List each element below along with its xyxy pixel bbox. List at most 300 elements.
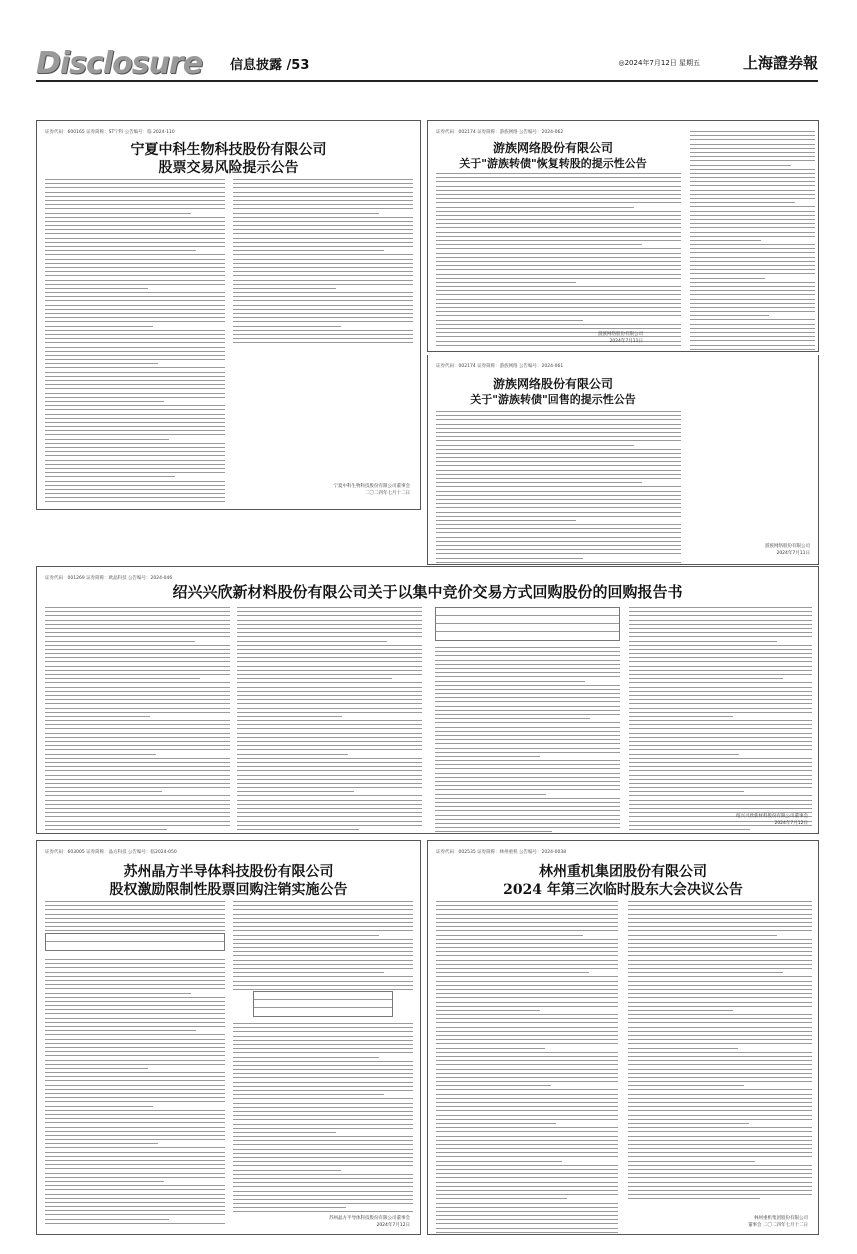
text-line — [45, 280, 225, 281]
text-line — [436, 240, 681, 241]
text-line — [45, 497, 225, 498]
text-line — [435, 806, 620, 807]
body-column-right — [690, 131, 815, 352]
text-line — [233, 1048, 413, 1049]
text-line — [45, 233, 225, 234]
text-line — [233, 939, 413, 940]
text-line — [45, 670, 230, 671]
text-line — [45, 342, 225, 343]
text-line — [435, 714, 620, 715]
text-line — [436, 345, 681, 346]
text-line — [233, 300, 413, 301]
text-line — [436, 1094, 618, 1095]
text-line — [628, 1152, 812, 1153]
text-line — [690, 248, 815, 249]
text-line — [436, 286, 681, 287]
text-line — [45, 997, 225, 998]
text-line — [629, 804, 812, 805]
text-line — [45, 380, 225, 381]
text-line — [45, 825, 230, 826]
body-column-3 — [435, 647, 620, 834]
text-line — [690, 215, 815, 216]
text-line — [233, 1052, 413, 1053]
text-line — [45, 1022, 225, 1023]
text-line — [45, 1177, 225, 1178]
text-line — [436, 177, 681, 178]
text-line — [45, 1194, 225, 1195]
text-line — [436, 419, 681, 420]
text-line — [436, 261, 681, 262]
text-line — [45, 795, 230, 796]
text-line — [436, 1052, 618, 1053]
text-line — [436, 976, 618, 977]
text-line — [45, 355, 225, 356]
text-line — [45, 1047, 225, 1048]
text-line — [690, 273, 815, 274]
text-line — [435, 789, 620, 790]
text-line — [436, 1194, 618, 1195]
text-line — [629, 787, 812, 788]
text-line — [436, 1110, 618, 1111]
text-line — [233, 955, 413, 956]
text-line — [436, 1102, 618, 1103]
text-line — [628, 1039, 812, 1040]
text-line — [45, 1122, 225, 1123]
text-line — [45, 812, 230, 813]
text-line — [45, 204, 225, 205]
text-line — [45, 271, 225, 272]
text-line — [436, 424, 681, 425]
text-line — [45, 309, 225, 310]
text-line — [436, 1081, 618, 1082]
text-line — [629, 833, 812, 834]
text-line — [436, 202, 681, 203]
text-line — [628, 918, 812, 919]
text-line — [436, 428, 681, 429]
text-line — [45, 909, 225, 910]
text-line — [436, 336, 681, 337]
text-line — [45, 430, 225, 431]
text-line — [233, 914, 413, 915]
text-line — [436, 918, 618, 919]
text-line — [233, 1044, 413, 1045]
text-line — [628, 1089, 812, 1090]
text-line — [629, 737, 812, 738]
text-line — [233, 313, 413, 314]
text-line — [233, 1199, 413, 1200]
text-line — [45, 464, 225, 465]
text-line — [45, 338, 225, 339]
text-line — [629, 754, 739, 755]
text-line — [690, 169, 815, 170]
text-line — [436, 981, 618, 982]
text-line — [237, 766, 422, 767]
text-line — [435, 823, 620, 824]
text-line — [628, 1081, 812, 1082]
signature-date: 2024年7月11日 — [776, 551, 810, 556]
text-line — [45, 737, 230, 738]
text-line — [690, 160, 815, 161]
text-line — [628, 1186, 812, 1187]
text-line — [628, 926, 812, 927]
text-line — [436, 478, 681, 479]
text-line — [233, 1178, 413, 1179]
text-line — [45, 628, 230, 629]
notice-code: 证券代码：002535 证券简称：林州重机 公告编号：2024-0038 — [436, 850, 567, 855]
text-line — [237, 758, 422, 759]
text-line — [45, 791, 162, 792]
text-line — [690, 240, 761, 241]
text-line — [690, 177, 815, 178]
text-line — [628, 1190, 812, 1191]
text-line — [436, 1069, 618, 1070]
text-line — [45, 620, 230, 621]
text-line — [233, 229, 413, 230]
text-line — [45, 1080, 225, 1081]
text-line — [45, 926, 225, 927]
text-line — [237, 703, 422, 704]
text-line — [45, 447, 225, 448]
text-line — [629, 724, 812, 725]
text-line — [45, 1085, 225, 1086]
text-line — [436, 248, 681, 249]
text-line — [436, 470, 681, 471]
text-line — [435, 735, 620, 736]
text-line — [436, 198, 681, 199]
text-line — [233, 280, 413, 281]
text-line — [233, 204, 413, 205]
notice-code: 证券代码：600165 证券简称：ST宁科 公告编号：临 2024-110 — [45, 130, 175, 135]
text-line — [45, 775, 230, 776]
text-line — [233, 305, 413, 306]
body-column-left — [45, 179, 225, 506]
text-line — [628, 1106, 812, 1107]
text-line — [233, 935, 379, 936]
text-line — [436, 1165, 618, 1166]
text-line — [233, 213, 379, 214]
text-line — [237, 787, 422, 788]
text-line — [436, 1144, 618, 1145]
text-line — [436, 1048, 545, 1049]
text-line — [45, 708, 230, 709]
text-line — [45, 1164, 225, 1165]
body-column-2 — [237, 607, 422, 834]
notice-title: 绍兴兴欣新材料股份有限公司关于以集中竞价交易方式回购股份的回购报告书 — [172, 583, 683, 601]
text-line — [435, 827, 620, 828]
text-line — [237, 661, 422, 662]
notice-subtitle: 股权激励限制性股票回购注销实施公告 — [109, 882, 348, 898]
text-line — [45, 716, 150, 717]
text-line — [628, 1048, 738, 1049]
text-line — [45, 901, 225, 902]
notice-youzu-resume — [427, 120, 819, 352]
text-line — [628, 1140, 812, 1141]
text-line — [45, 993, 191, 994]
text-line — [436, 1014, 618, 1015]
text-line — [436, 512, 681, 513]
text-line — [436, 415, 681, 416]
text-line — [436, 341, 681, 342]
text-line — [45, 384, 225, 385]
text-line — [628, 1010, 733, 1011]
text-line — [237, 816, 422, 817]
text-line — [233, 263, 413, 264]
text-line — [690, 315, 769, 316]
signature-date: 二〇二四年七月十二日 — [365, 491, 410, 496]
text-line — [436, 265, 681, 266]
text-line — [233, 964, 413, 965]
text-line — [45, 422, 225, 423]
text-line — [233, 922, 413, 923]
text-line — [45, 783, 230, 784]
text-line — [436, 993, 618, 994]
text-line — [45, 1093, 225, 1094]
text-line — [45, 1110, 225, 1111]
text-line — [436, 1043, 618, 1044]
text-line — [237, 770, 422, 771]
text-line — [436, 445, 634, 446]
text-line — [629, 703, 812, 704]
text-line — [435, 802, 620, 803]
text-line — [233, 309, 413, 310]
text-line — [237, 754, 348, 755]
text-line — [237, 632, 422, 633]
text-line — [45, 922, 225, 923]
text-line — [45, 724, 230, 725]
text-line — [690, 206, 815, 207]
masthead — [36, 46, 818, 82]
text-line — [436, 947, 618, 948]
text-line — [45, 749, 230, 750]
text-line — [628, 1098, 812, 1099]
text-line — [45, 1043, 225, 1044]
body-column — [436, 411, 681, 565]
text-line — [233, 1057, 379, 1058]
text-line — [237, 645, 422, 646]
text-line — [436, 905, 618, 906]
text-line — [233, 972, 384, 973]
text-line — [233, 192, 413, 193]
text-line — [628, 1182, 812, 1183]
text-line — [436, 282, 576, 283]
text-line — [237, 733, 422, 734]
body-column-left — [436, 901, 618, 1235]
text-line — [45, 833, 230, 834]
text-line — [435, 743, 620, 744]
signature-date: 2024年7月11日 — [609, 339, 643, 344]
text-line — [45, 434, 225, 435]
text-line — [233, 1132, 336, 1133]
text-line — [237, 611, 422, 612]
text-line — [436, 985, 618, 986]
text-line — [233, 1157, 413, 1158]
text-line — [690, 152, 815, 153]
text-line — [233, 1090, 413, 1091]
text-line — [628, 1052, 812, 1053]
text-line — [237, 674, 422, 675]
signature-date: 2024年7月12日 — [376, 1223, 410, 1228]
text-line — [233, 317, 413, 318]
text-line — [233, 1103, 413, 1104]
text-line — [45, 691, 230, 692]
text-line — [45, 959, 225, 960]
text-line — [435, 731, 620, 732]
text-line — [628, 960, 812, 961]
text-line — [436, 1136, 618, 1137]
text-line — [435, 764, 620, 765]
text-line — [45, 682, 230, 683]
notice-jingfang — [36, 840, 421, 1235]
text-line — [436, 324, 681, 325]
text-line — [628, 1018, 812, 1019]
text-line — [233, 1203, 413, 1204]
text-line — [436, 1186, 618, 1187]
text-line — [233, 1182, 413, 1183]
text-line — [436, 930, 618, 931]
text-line — [45, 611, 230, 612]
notice-title: 苏州晶方半导体科技股份有限公司 — [123, 864, 334, 880]
text-line — [45, 918, 225, 919]
body-column-right — [628, 901, 812, 1203]
text-line — [237, 699, 422, 700]
text-line — [629, 678, 783, 679]
text-line — [237, 829, 359, 830]
text-line — [45, 1223, 225, 1224]
text-line — [628, 1085, 744, 1086]
text-line — [233, 1115, 413, 1116]
signature-company: 游族网络股份有限公司 — [765, 544, 810, 549]
text-line — [436, 1140, 618, 1141]
text-line — [45, 624, 230, 625]
text-line — [690, 185, 815, 186]
text-line — [436, 411, 681, 412]
text-line — [45, 1030, 196, 1031]
text-line — [628, 922, 812, 923]
text-line — [45, 351, 225, 352]
text-line — [45, 259, 225, 260]
text-line — [45, 254, 225, 255]
text-line — [233, 1128, 413, 1129]
text-line — [45, 372, 225, 373]
text-line — [436, 194, 681, 195]
text-line — [436, 1060, 618, 1061]
text-line — [629, 641, 777, 642]
text-line — [436, 328, 681, 329]
text-line — [237, 653, 422, 654]
notice-subtitle: 关于"游族转债"回售的提示性公告 — [470, 393, 636, 406]
text-line — [436, 1211, 618, 1212]
text-line — [45, 829, 167, 830]
text-line — [233, 1195, 413, 1196]
text-line — [45, 414, 225, 415]
text-line — [690, 252, 815, 253]
text-line — [436, 964, 618, 965]
newspaper-name: 上海證券報 — [742, 54, 818, 72]
text-line — [436, 532, 681, 533]
text-line — [436, 236, 681, 237]
text-line — [45, 1001, 225, 1002]
text-line — [436, 219, 681, 220]
text-line — [233, 1174, 413, 1175]
text-line — [237, 687, 422, 688]
text-line — [45, 666, 230, 667]
text-line — [233, 930, 413, 931]
text-line — [45, 745, 230, 746]
text-line — [436, 1018, 618, 1019]
text-line — [233, 179, 413, 180]
text-line — [628, 1022, 812, 1023]
text-line — [629, 666, 812, 667]
signature-date: 2024年7月12日 — [774, 821, 808, 826]
text-line — [628, 951, 812, 952]
text-line — [628, 1136, 812, 1137]
text-line — [628, 1002, 812, 1003]
text-line — [45, 393, 225, 394]
text-line — [45, 292, 225, 293]
text-line — [435, 798, 620, 799]
text-line — [628, 1102, 812, 1103]
text-line — [45, 409, 225, 410]
text-line — [237, 720, 422, 721]
text-line — [45, 347, 225, 348]
text-line — [628, 1169, 812, 1170]
text-line — [45, 225, 225, 226]
text-line — [436, 320, 583, 321]
text-line — [45, 267, 225, 268]
text-line — [436, 960, 618, 961]
text-line — [45, 217, 225, 218]
text-line — [628, 1031, 812, 1032]
text-line — [690, 257, 815, 258]
text-line — [45, 821, 230, 822]
text-line — [628, 1173, 812, 1174]
text-line — [629, 800, 812, 801]
text-line — [628, 1198, 760, 1199]
text-line — [628, 985, 812, 986]
text-line — [436, 562, 681, 563]
text-line — [628, 1144, 812, 1145]
text-line — [233, 267, 413, 268]
signature-company: 苏州晶方半导体科技股份有限公司董事会 — [329, 1216, 410, 1221]
text-line — [435, 685, 620, 686]
text-line — [45, 1051, 225, 1052]
text-line — [690, 328, 815, 329]
text-line — [45, 720, 230, 721]
text-line — [45, 326, 153, 327]
text-line — [45, 472, 225, 473]
text-line — [628, 1043, 812, 1044]
text-line — [45, 451, 225, 452]
text-line — [45, 305, 225, 306]
section-title: 信息披露 /53 — [230, 58, 310, 73]
text-line — [436, 516, 681, 517]
text-line — [233, 1140, 413, 1141]
text-line — [45, 460, 225, 461]
text-line — [233, 1136, 413, 1137]
text-line — [45, 816, 230, 817]
text-line — [436, 465, 681, 466]
text-line — [436, 232, 681, 233]
text-line — [237, 791, 354, 792]
text-line — [237, 804, 422, 805]
text-line — [233, 1165, 413, 1166]
text-line — [436, 227, 681, 228]
text-line — [45, 405, 225, 406]
text-line — [233, 271, 413, 272]
text-line — [436, 545, 681, 546]
text-line — [45, 687, 230, 688]
share-change-table — [253, 991, 393, 1017]
